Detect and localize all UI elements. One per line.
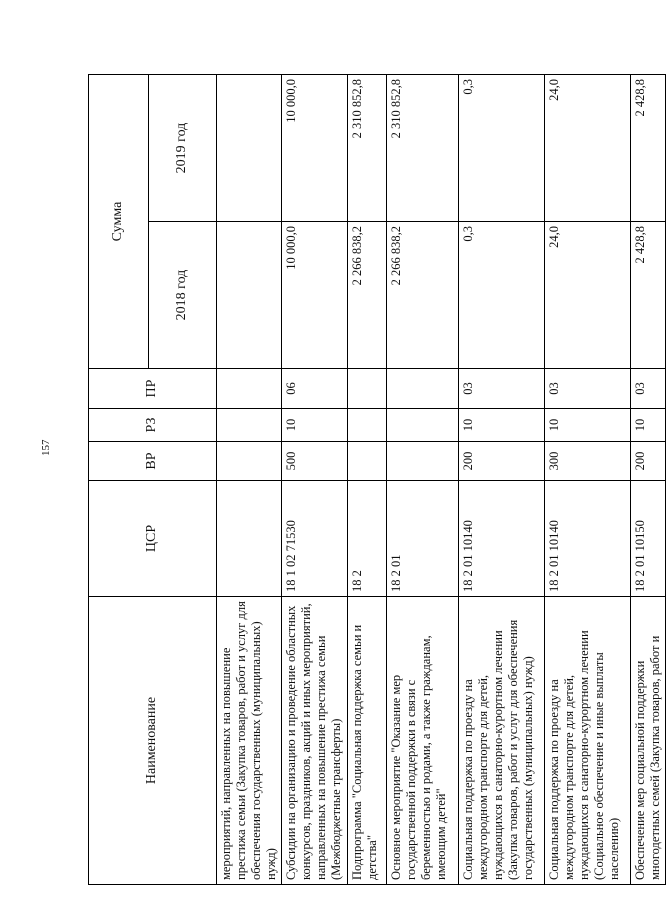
cell-rz: 10: [631, 409, 666, 442]
cell-rz: [348, 409, 387, 442]
cell-csr: [217, 481, 282, 597]
table-row: [545, 75, 631, 885]
cell-2018: [217, 222, 282, 369]
cell-2019: 2 310 852,8: [387, 75, 459, 222]
table-row: [348, 75, 387, 885]
cell-vr: 500: [282, 442, 348, 481]
cell-pr: 03: [631, 369, 666, 409]
cell-pr: [387, 369, 459, 409]
cell-2018: 0,3: [459, 222, 545, 369]
page-number: 157: [40, 439, 52, 456]
cell-rz: [387, 409, 459, 442]
table-row: [387, 75, 459, 885]
cell-pr: [217, 369, 282, 409]
cell-2018: 2 266 838,2: [387, 222, 459, 369]
col-header-csr: ЦСР: [89, 481, 217, 597]
cell-2018: 24,0: [545, 222, 631, 369]
col-header-vr: ВР: [89, 442, 217, 481]
cell-csr: 18 2 01 10140: [459, 481, 545, 597]
budget-table-rotated: [88, 75, 662, 885]
cell-2019: [217, 75, 282, 222]
cell-pr: 06: [282, 369, 348, 409]
cell-vr: [348, 442, 387, 481]
cell-2019: 2 310 852,8: [348, 75, 387, 222]
cell-vr: 200: [459, 442, 545, 481]
cell-rz: 10: [282, 409, 348, 442]
cell-rz: 10: [545, 409, 631, 442]
cell-2019: 2 428,8: [631, 75, 666, 222]
cell-2018: 10 000,0: [282, 222, 348, 369]
table-row: [217, 75, 282, 885]
cell-vr: 200: [631, 442, 666, 481]
cell-name: Подпрограмма "Социальная поддержка семьи и детства": [348, 597, 387, 885]
cell-csr: 18 2 01: [387, 481, 459, 597]
cell-csr: 18 2: [348, 481, 387, 597]
cell-pr: 03: [459, 369, 545, 409]
cell-name: Социальная поддержка по проезду на междугородном транспорте для детей, нуждающихся в санаторно-курортном лечении (Закупка товаров, работ и услуг для обеспечения государственных (муниципальных) нужд): [459, 597, 545, 885]
col-header-sum: Сумма: [89, 75, 149, 369]
budget-table: [88, 74, 666, 885]
col-header-rz: РЗ: [89, 409, 217, 442]
table-row: [459, 75, 545, 885]
col-header-2019: 2019 год: [149, 75, 217, 222]
cell-vr: [387, 442, 459, 481]
col-header-2018: 2018 год: [149, 222, 217, 369]
header-row-1: [89, 75, 149, 885]
table-row: [282, 75, 348, 885]
cell-2019: 10 000,0: [282, 75, 348, 222]
cell-pr: [348, 369, 387, 409]
cell-rz: 10: [459, 409, 545, 442]
cell-2019: 24,0: [545, 75, 631, 222]
cell-name: мероприятий, направленных на повышение престижа семьи (Закупка товаров, работ и услуг для обеспечения государственных (муниципальных) нужд): [217, 597, 282, 885]
cell-csr: 18 1 02 71530: [282, 481, 348, 597]
cell-2019: 0,3: [459, 75, 545, 222]
cell-vr: [217, 442, 282, 481]
cell-vr: 300: [545, 442, 631, 481]
cell-name: Обеспечение мер социальной поддержки многодетных семей (Закупка товаров, работ и: [631, 597, 666, 885]
cell-csr: 18 2 01 10140: [545, 481, 631, 597]
col-header-pr: ПР: [89, 369, 217, 409]
col-header-name: Наименование: [89, 597, 217, 885]
cell-pr: 03: [545, 369, 631, 409]
cell-name: Основное мероприятие "Оказание мер государственной поддержки в связи с беременностью и родами, а также гражданам, имеющим детей": [387, 597, 459, 885]
cell-name: Социальная поддержка по проезду на междугородном транспорте для детей, нуждающихся в санаторно-курортном лечении (Социальное обеспечение и иные выплаты населению): [545, 597, 631, 885]
cell-2018: 2 428,8: [631, 222, 666, 369]
cell-2018: 2 266 838,2: [348, 222, 387, 369]
cell-rz: [217, 409, 282, 442]
cell-name: Субсидии на организацию и проведение областных конкурсов, праздников, акций и иных мероприятий, направленных на повышение престижа семьи (Межбюджетные трансферты): [282, 597, 348, 885]
table-row: [631, 75, 666, 885]
cell-csr: 18 2 01 10150: [631, 481, 666, 597]
